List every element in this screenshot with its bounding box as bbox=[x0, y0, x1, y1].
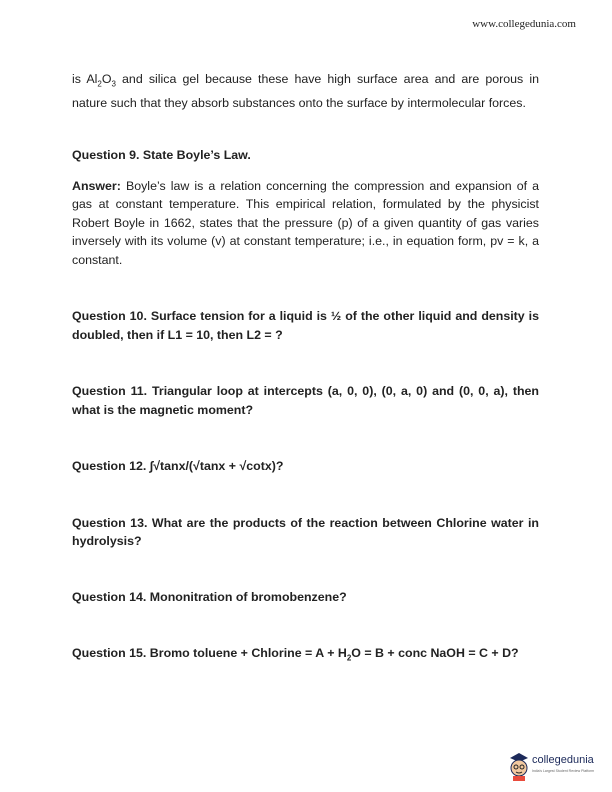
question-12: Question 12. ∫√tanx/(√tanx + √cotx)? bbox=[72, 459, 284, 474]
question-14: Question 14. Mononitration of bromobenzene? bbox=[72, 589, 347, 604]
page-content bbox=[72, 70, 539, 668]
question-9: Question 9. State Boyle’s Law. bbox=[72, 148, 251, 163]
intro-paragraph: is $Al_2O_3$ and silica gel because these have high surface area and are porous in nature such that they absorb substances onto the surface by intermolecular forces. bbox=[72, 72, 539, 110]
answer-label: Answer: bbox=[72, 178, 121, 193]
question-13: Question 13. What are the products of the reaction between Chlorine water in hydrolysis? bbox=[72, 515, 539, 549]
mascot-icon bbox=[508, 751, 530, 781]
question-11: Question 11. Triangular loop at intercepts (a, 0, 0), (0, a, 0) and (0, 0, a), then what is the magnetic moment? bbox=[72, 384, 539, 417]
question-10: Question 10. Surface tension for a liquid is ½ of the other liquid and density is doubled, then if L1 = 10, then L2 = ? bbox=[72, 309, 539, 342]
collegedunia-logo bbox=[508, 751, 612, 785]
answer-9: Answer: Boyle’s law is a relation concerning the compression and expansion of a gas at constant temperature. This empirical relation, formulated by the physicist Robert Boyle in 1662, states that the pressure (p) of a given quantity of gas varies inversely with its volume (v) at constant temperature; i.e., in equation form, pv = k, a constant. bbox=[72, 178, 539, 267]
question-15: Question 15. Bromo toluene + Chlorine = $A + H_2O = B$ + conc NaOH = C + D? bbox=[72, 646, 519, 663]
logo-wordmark: collegedunia bbox=[532, 754, 594, 766]
site-url: www.collegedunia.com bbox=[472, 18, 576, 30]
logo-tagline: India's Largest Student Review Platform bbox=[532, 769, 595, 773]
